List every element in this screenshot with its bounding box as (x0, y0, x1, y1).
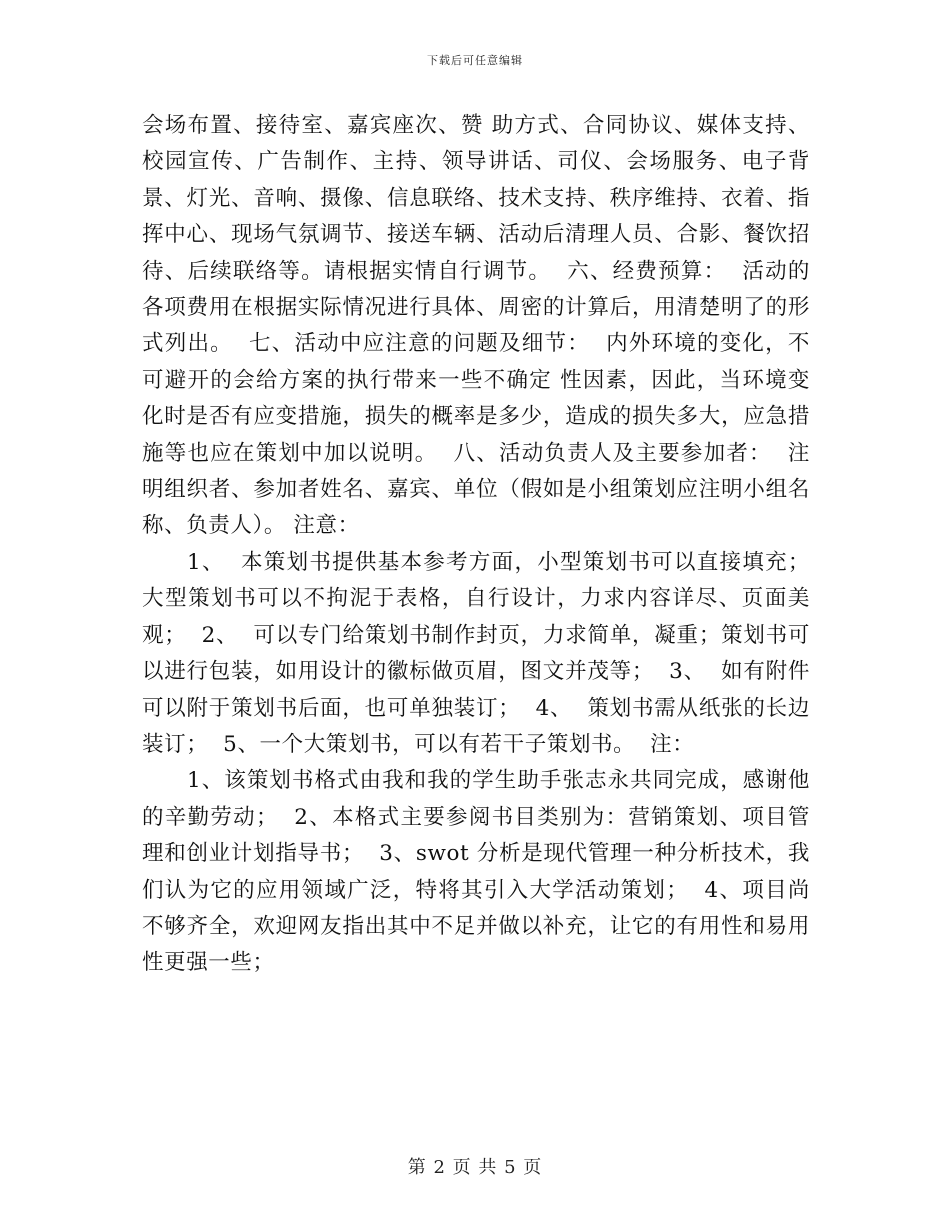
page-header: 下载后可任意编辑 (427, 54, 523, 67)
body-paragraph-1: 会场布置、接待室、嘉宾座次、赞 助方式、合同协议、媒体支持、校园宣传、广告制作、主持、领导讲话、司仪、会场服务、电子背景、灯光、音响、摄像、信息联络、技术支持、秩序维持、衣着、指挥中心、现场气氛调节、接送车辆、活动后清理人员、合影、餐饮招待、后续联络等。请根据实情自行调节。 六、经费预算： 活动的各项费用在根据实际情况进行具体、周密的计算后，用清楚明了的形式列出。 七、活动中应注意的问题及细节： 内外环境的变化，不可避开的会给方案的执行带来一些不确定 性因素，因此，当环境变化时是否有应变措施，损失的概率是多少，造成的损失多大，应急措施等也应在策划中加以说明。 八、活动负责人及主要参加者： 注明组织者、参加者姓名、嘉宾、单位（假如是小组策划应注明小组名称、负责人）。 注意： (142, 113, 810, 539)
body-paragraph-3: 1、该策划书格式由我和我的学生助手张志永共同完成，感谢他的辛勤劳动； 2、本格式主要参阅书目类别为：营销策划、项目管理和创业计划指导书； 3、swot 分析是现代管理一种分析技术，我们认为它的应用领域广泛，特将其引入大学活动策划； 4、项目尚不够齐全，欢迎网友指出其中不足并做以补充，让它的有用性和易用性更强一些； (142, 768, 810, 976)
body-paragraph-2: 1、 本策划书提供基本参考方面，小型策划书可以直接填充；大型策划书可以不拘泥于表格，自行设计，力求内容详尽、页面美观； 2、 可以专门给策划书制作封页，力求简单，凝重；策划书可以进行包装，如用设计的徽标做页眉，图文并茂等； 3、 如有附件可以附于策划书后面，也可单独装订； 4、 策划书需从纸张的长边装订； 5、一个大策划书，可以有若干子策划书。 注： (142, 549, 810, 757)
document-body (142, 108, 810, 982)
page-footer: 第 2 页 共 5 页 (407, 1157, 543, 1178)
